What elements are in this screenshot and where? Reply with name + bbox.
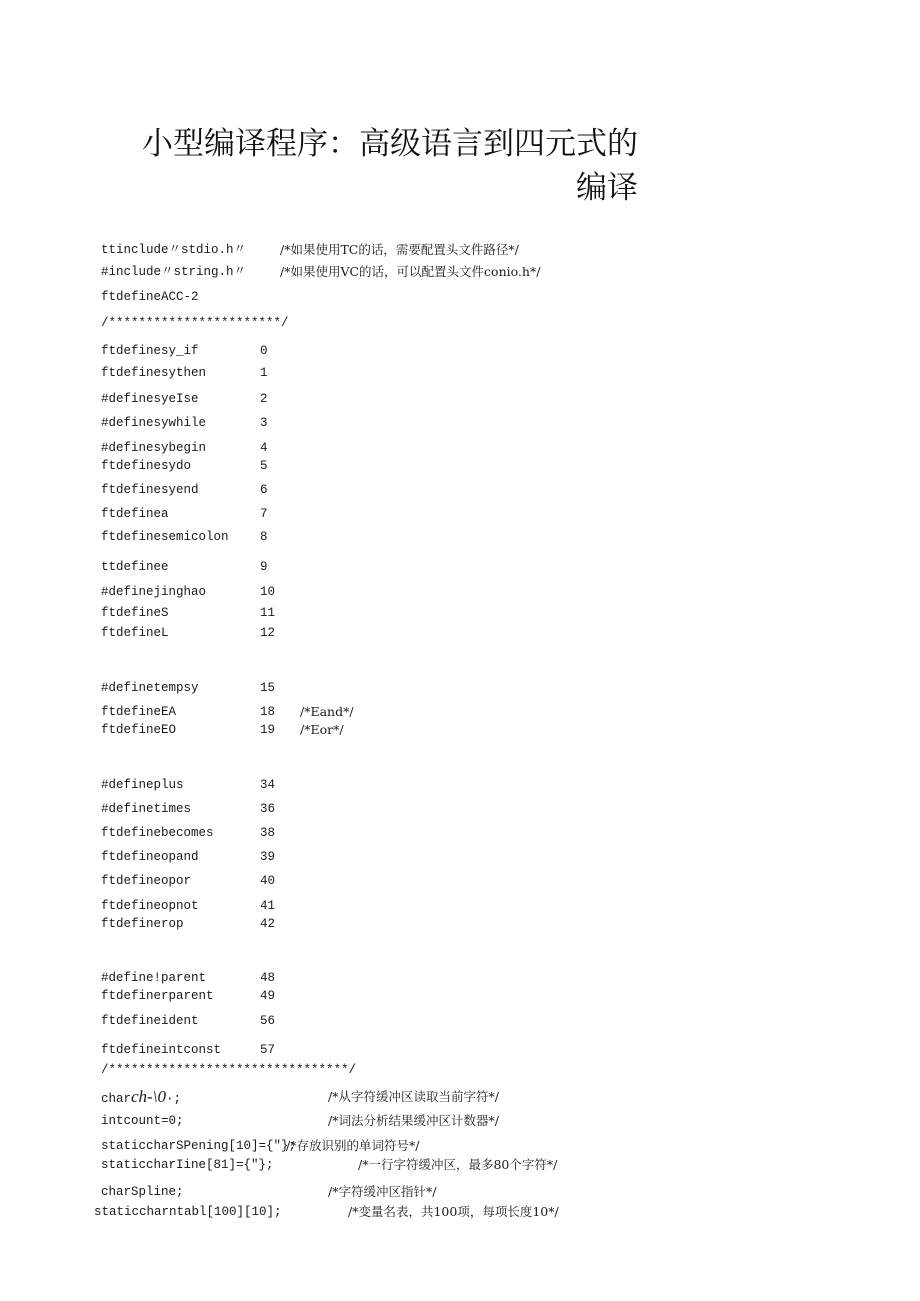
code-line: [101, 1087, 499, 1106]
code-value: 49: [260, 989, 276, 1003]
code-value: 1: [260, 366, 268, 380]
code-text: ftdefinerparent: [101, 989, 214, 1003]
code-line: [101, 1138, 420, 1154]
code-text: ftdefinesydo: [101, 459, 192, 473]
code-line: [101, 415, 268, 431]
code-line: [101, 898, 276, 914]
code-line: [101, 1013, 276, 1029]
code-comment: /*词法分析结果缓冲区计数器*/: [328, 1113, 499, 1128]
code-value: 48: [260, 971, 276, 985]
code-line: [101, 825, 276, 841]
code-text: #define!parent: [101, 971, 207, 985]
code-line: [101, 391, 268, 407]
code-text: ftdefinea: [101, 507, 169, 521]
code-value: 57: [260, 1043, 276, 1057]
code-value: 5: [260, 459, 268, 473]
code-comment: /*存放识别的单词符号*/: [286, 1138, 420, 1153]
code-text: staticcharSPening[10]={"};: [101, 1139, 297, 1153]
code-value: 56: [260, 1014, 276, 1028]
code-comment: /*如果使用TC的话，需要配置头文件路径*/: [280, 242, 519, 257]
code-text: ftdefineident: [101, 1014, 199, 1028]
code-value: 8: [260, 530, 268, 544]
code-line: [101, 988, 276, 1004]
code-text: ftdefinebecomes: [101, 826, 214, 840]
code-value: 40: [260, 874, 276, 888]
code-comment: /*字符缓冲区指针*/: [328, 1184, 437, 1199]
title-line-1: 小型编译程序：高级语言到四元式的: [142, 126, 638, 162]
code-text: /***********************/: [101, 316, 289, 330]
code-value: 18: [260, 705, 276, 719]
code-line: [101, 680, 276, 696]
code-value: 9: [260, 560, 268, 574]
code-line: [101, 970, 276, 986]
code-text-part: ·;: [165, 1092, 181, 1106]
code-line: [101, 242, 519, 258]
code-text: #definesywhile: [101, 416, 207, 430]
code-text: ftdefineopnot: [101, 899, 199, 913]
code-line: [101, 289, 199, 305]
code-value: 15: [260, 681, 276, 695]
code-value: 7: [260, 507, 268, 521]
code-line: [101, 916, 276, 932]
code-comment: /*Eand*/: [300, 704, 354, 719]
code-value: 19: [260, 723, 276, 737]
code-text: ftdefinesemicolon: [101, 530, 229, 544]
code-text: ftdefineEO: [101, 723, 177, 737]
code-text: ftdefineopand: [101, 850, 199, 864]
code-line: [101, 722, 344, 738]
code-line: [101, 1042, 276, 1058]
code-text: /********************************/: [101, 1063, 357, 1077]
code-text: ftdefineopor: [101, 874, 192, 888]
code-line: [101, 605, 276, 621]
code-line: [101, 482, 268, 498]
code-line: [101, 529, 268, 545]
code-value: 11: [260, 606, 276, 620]
code-line: [101, 777, 276, 793]
code-value: 10: [260, 585, 276, 599]
code-comment: /*Eor*/: [300, 722, 344, 737]
title-line-2: 编译: [576, 170, 638, 206]
code-text: #definesyeIse: [101, 392, 199, 406]
code-line: [101, 1157, 558, 1173]
code-comment: /*一行字符缓冲区，最多80个字符*/: [358, 1157, 558, 1172]
code-line: [101, 584, 276, 600]
code-line: [101, 343, 268, 359]
code-text: ttinclude〃stdio.h〃: [101, 243, 247, 257]
code-text: ftdefineintconst: [101, 1043, 222, 1057]
code-value: 2: [260, 392, 268, 406]
code-line: [101, 704, 354, 720]
code-line: [101, 264, 541, 280]
code-text: staticcharntabl[100][10];: [94, 1205, 282, 1219]
code-line: [94, 1204, 559, 1220]
code-text: ftdefinerop: [101, 917, 184, 931]
code-value: 34: [260, 778, 276, 792]
code-comment: /*如果使用VC的话，可以配置头文件conio.h*/: [280, 264, 541, 279]
code-value: 41: [260, 899, 276, 913]
code-line: [101, 440, 268, 456]
code-value: 36: [260, 802, 276, 816]
code-line: [101, 1062, 357, 1078]
code-value: 39: [260, 850, 276, 864]
code-value: 12: [260, 626, 276, 640]
code-text: #definesybegin: [101, 441, 207, 455]
code-text-part: char: [101, 1092, 132, 1106]
code-line: [101, 1113, 499, 1129]
code-text: ftdefinesy_if: [101, 344, 199, 358]
code-text: ftdefineL: [101, 626, 169, 640]
code-line: [101, 365, 268, 381]
code-text: #defineplus: [101, 778, 184, 792]
code-text: intcount=0;: [101, 1114, 184, 1128]
code-text: charSpline;: [101, 1185, 184, 1199]
code-value: 38: [260, 826, 276, 840]
code-line: [101, 559, 268, 575]
code-text-part: ch-\0: [131, 1087, 166, 1106]
code-text: ftdefineACC-2: [101, 290, 199, 304]
code-text: ftdefineS: [101, 606, 169, 620]
code-value: 4: [260, 441, 268, 455]
code-text: ftdefinesyend: [101, 483, 199, 497]
code-comment: /*变量名表，共100项，每项长度10*/: [348, 1204, 559, 1219]
code-line: [101, 801, 276, 817]
code-text: staticcharIine[81]={"};: [101, 1158, 274, 1172]
code-line: [101, 625, 276, 641]
code-text: ttdefinee: [101, 560, 169, 574]
code-value: 6: [260, 483, 268, 497]
code-text: ftdefinesythen: [101, 366, 207, 380]
code-value: 42: [260, 917, 276, 931]
code-text: ftdefineEA: [101, 705, 177, 719]
code-line: [101, 458, 268, 474]
code-text: #definetimes: [101, 802, 192, 816]
code-text: #definetempsy: [101, 681, 199, 695]
code-line: [101, 1184, 437, 1200]
code-text: #include〃string.h〃: [101, 265, 247, 279]
code-line: [101, 506, 268, 522]
code-line: [101, 849, 276, 865]
code-line: [101, 315, 289, 331]
code-value: 3: [260, 416, 268, 430]
code-comment: /*从字符缓冲区读取当前字符*/: [328, 1089, 499, 1104]
code-text: #definejinghao: [101, 585, 207, 599]
code-value: 0: [260, 344, 268, 358]
code-text: [101, 1089, 181, 1107]
code-line: [101, 873, 276, 889]
